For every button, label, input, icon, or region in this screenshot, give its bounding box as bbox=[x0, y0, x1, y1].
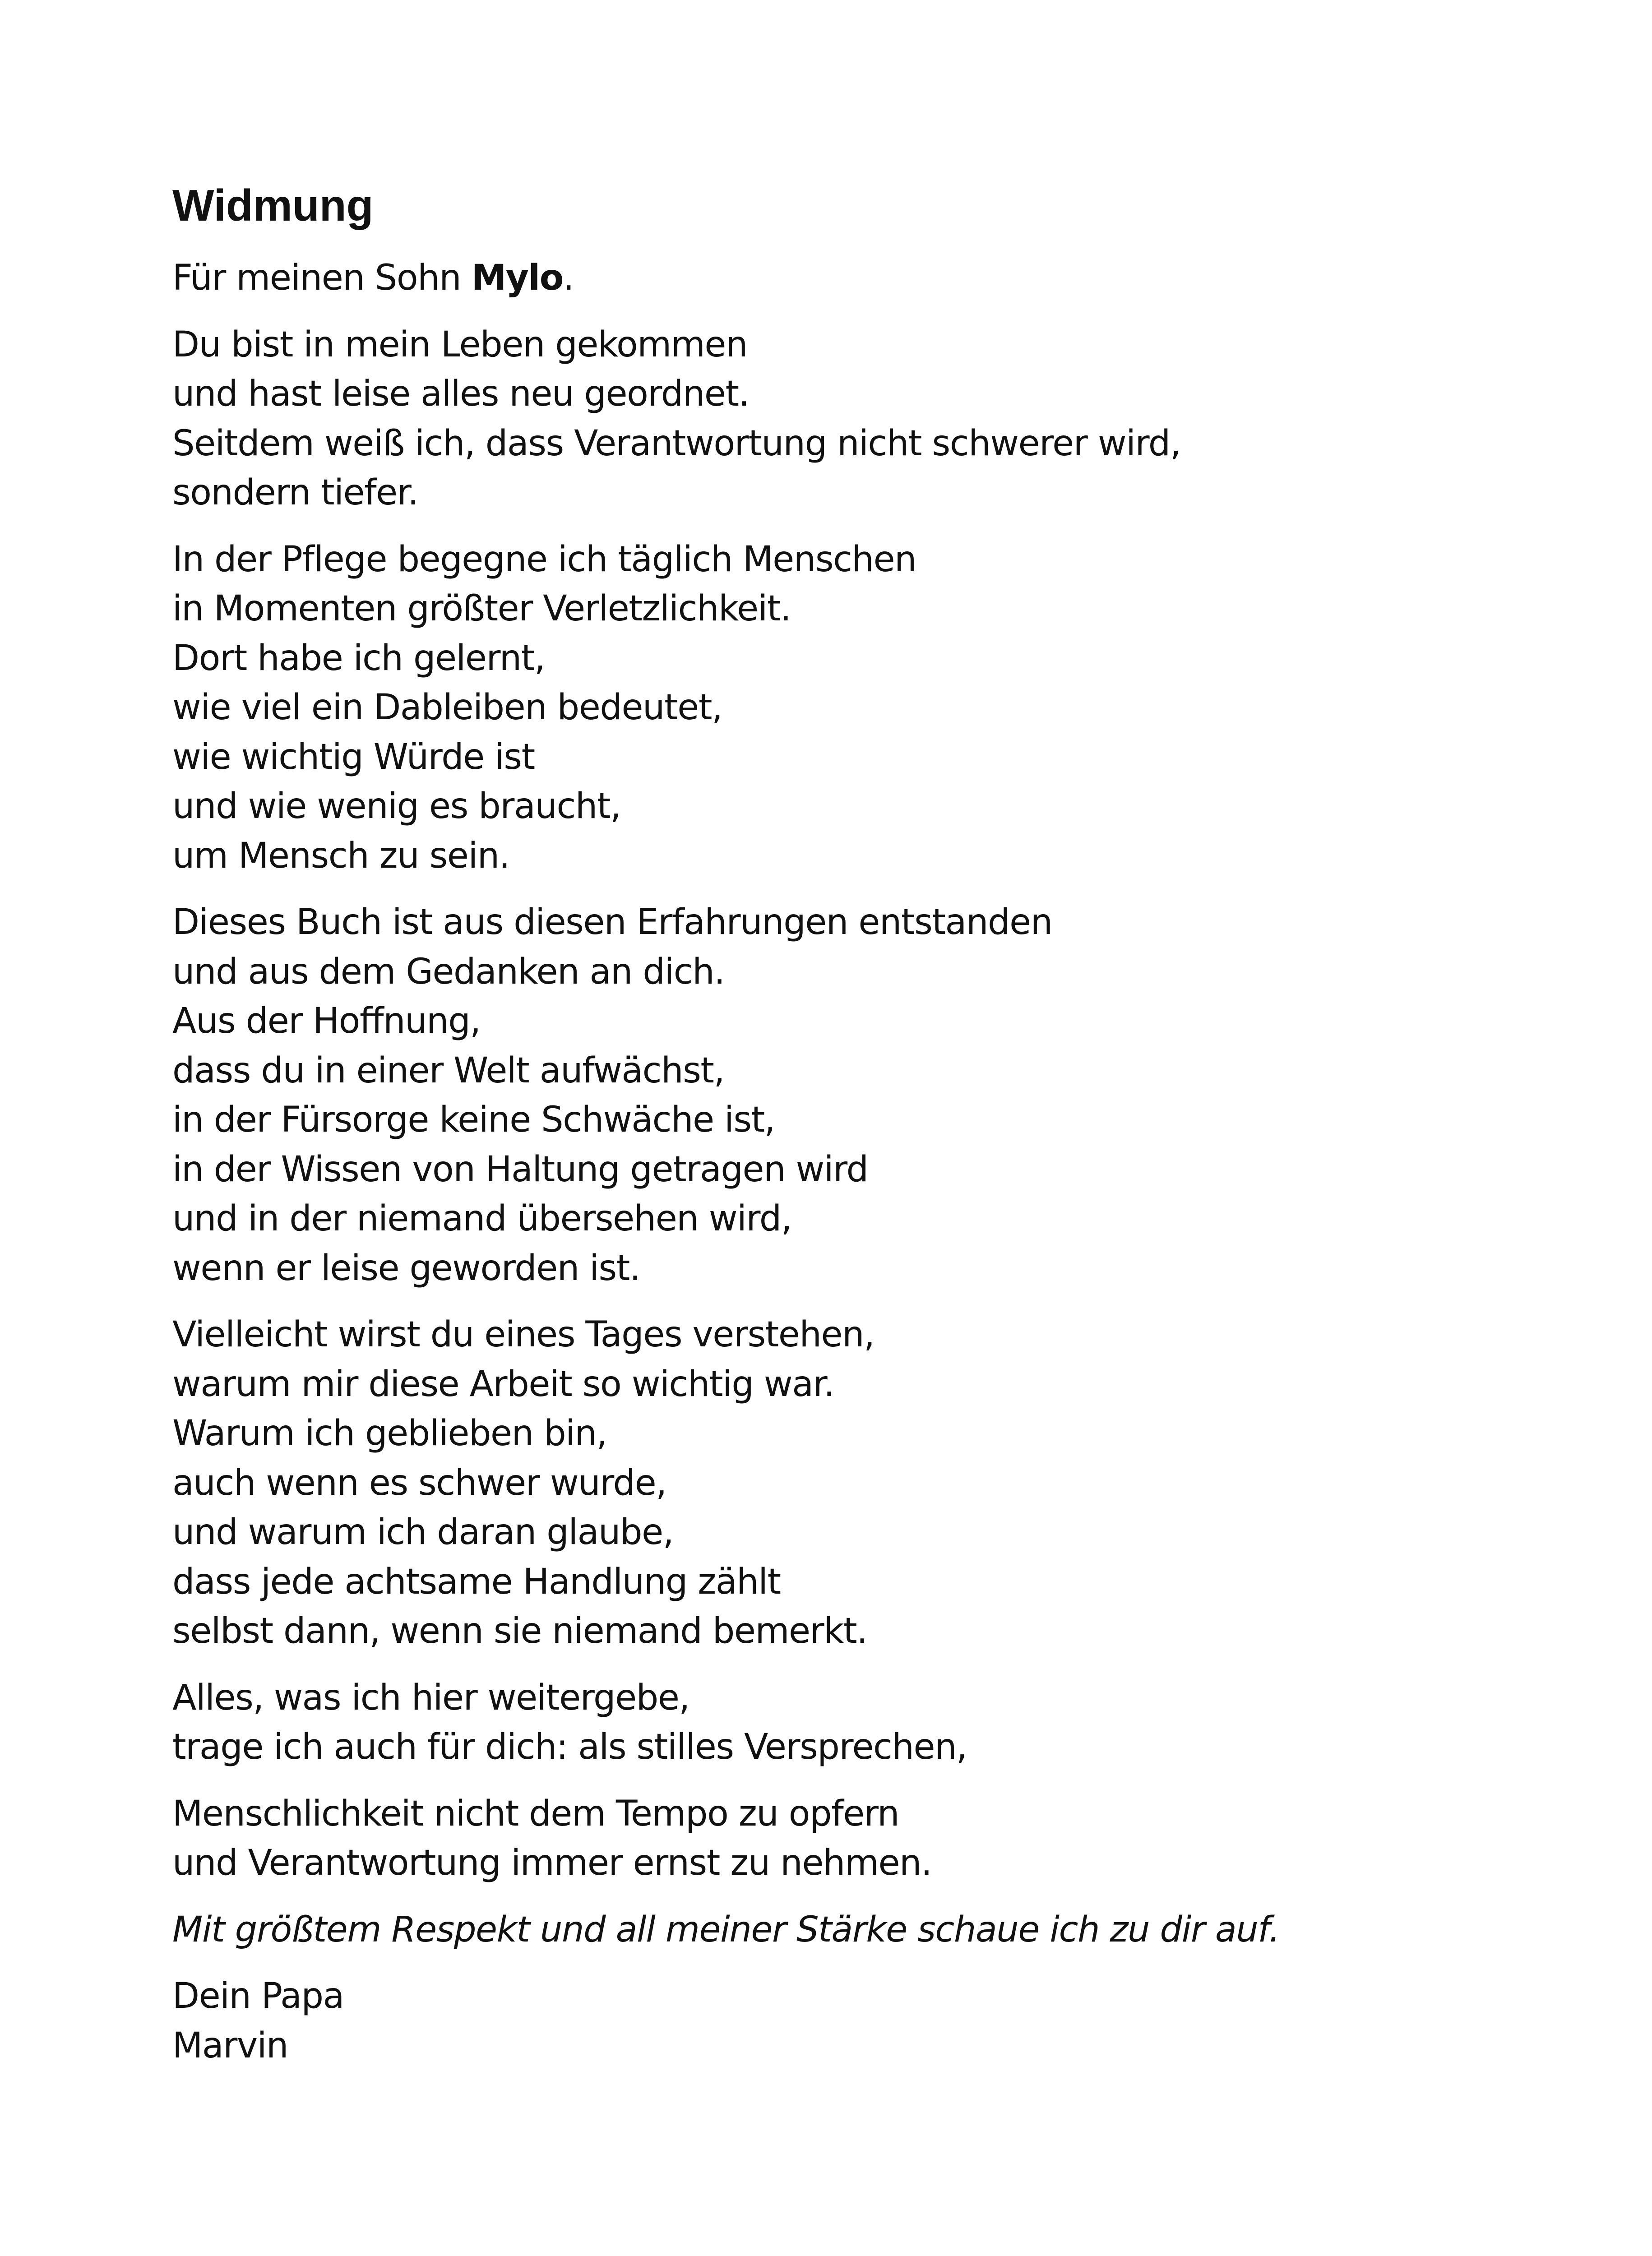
stanza-line: wie wichtig Würde ist bbox=[172, 736, 535, 777]
stanza-6 bbox=[172, 1789, 1526, 1888]
stanza-line: dass du in einer Welt aufwächst, bbox=[172, 1050, 725, 1091]
stanza-line: und Verantwortung immer ernst zu nehmen. bbox=[172, 1843, 932, 1883]
stanza-line: dass jede achtsame Handlung zählt bbox=[172, 1561, 781, 1602]
stanza-line: und warum ich daran glaube, bbox=[172, 1512, 674, 1553]
stanza-line: Dort habe ich gelernt, bbox=[172, 638, 545, 679]
stanza-line: Du bist in mein Leben gekommen bbox=[172, 324, 748, 365]
intro-prefix: Für meinen Sohn bbox=[172, 258, 472, 298]
stanza-line: Aus der Hoffnung, bbox=[172, 1001, 481, 1041]
stanza-line: und wie wenig es braucht, bbox=[172, 786, 621, 827]
stanza-line: in Momenten größter Verletzlichkeit. bbox=[172, 588, 791, 629]
stanza-line: in der Fürsorge keine Schwäche ist, bbox=[172, 1100, 775, 1140]
stanza-line: auch wenn es schwer wurde, bbox=[172, 1462, 666, 1503]
stanza-4 bbox=[172, 1310, 1526, 1656]
stanza-line: warum mir diese Arbeit so wichtig war. bbox=[172, 1364, 834, 1405]
stanza-line: wenn er leise geworden ist. bbox=[172, 1248, 640, 1289]
stanza-line: sondern tiefer. bbox=[172, 472, 418, 513]
page-title: Widmung bbox=[172, 180, 374, 230]
intro-suffix: . bbox=[563, 258, 574, 298]
stanza-line: Vielleicht wirst du eines Tages verstehen, bbox=[172, 1314, 875, 1355]
dedication-content bbox=[172, 176, 1526, 2088]
intro-line bbox=[172, 254, 1526, 303]
stanza-3 bbox=[172, 898, 1526, 1293]
stanza-2 bbox=[172, 535, 1526, 881]
stanza-line: Warum ich geblieben bin, bbox=[172, 1413, 607, 1454]
stanza-line: Menschlichkeit nicht dem Tempo zu opfern bbox=[172, 1793, 899, 1834]
stanza-line: und hast leise alles neu geordnet. bbox=[172, 374, 750, 414]
stanza-line: wie viel ein Dableiben bedeutet, bbox=[172, 687, 722, 728]
stanza-line: in der Wissen von Haltung getragen wird bbox=[172, 1149, 868, 1190]
stanza-line: selbst dann, wenn sie niemand bemerkt. bbox=[172, 1611, 867, 1651]
stanza-line: Alles, was ich hier weitergebe, bbox=[172, 1677, 689, 1718]
stanza-1 bbox=[172, 320, 1526, 518]
stanza-line: In der Pflege begegne ich täglich Menschen bbox=[172, 539, 916, 580]
signature bbox=[172, 1972, 1526, 2071]
closing-line: Mit größtem Respekt und all meiner Stärke schaue ich zu dir auf. bbox=[172, 1909, 1280, 1950]
signature-greeting: Dein Papa bbox=[172, 1976, 344, 2016]
son-name: Mylo bbox=[471, 258, 563, 298]
signature-name: Marvin bbox=[172, 2025, 288, 2066]
stanza-line: und in der niemand übersehen wird, bbox=[172, 1198, 792, 1239]
stanza-5 bbox=[172, 1674, 1526, 1772]
stanza-line: und aus dem Gedanken an dich. bbox=[172, 951, 725, 992]
stanza-line: Dieses Buch ist aus diesen Erfahrungen entstanden bbox=[172, 902, 1052, 943]
stanza-line: trage ich auch für dich: als stilles Versprechen, bbox=[172, 1727, 967, 1767]
stanza-line: um Mensch zu sein. bbox=[172, 835, 510, 876]
stanza-line: Seitdem weiß ich, dass Verantwortung nicht schwerer wird, bbox=[172, 423, 1181, 464]
